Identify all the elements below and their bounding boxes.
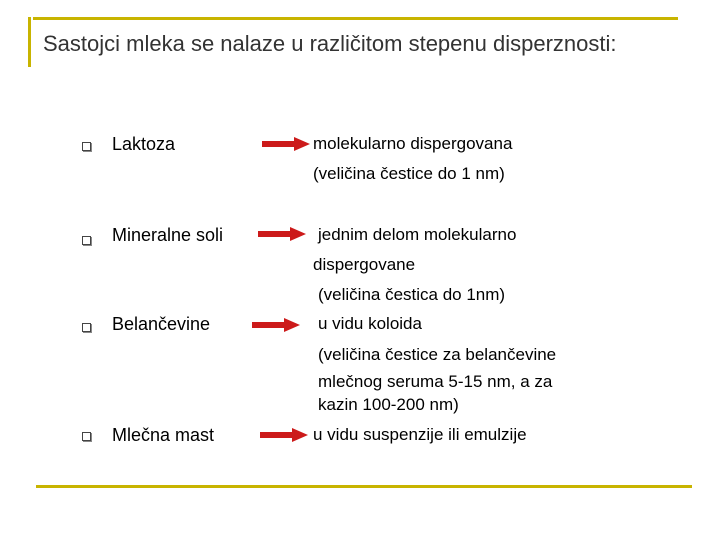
desc-line: (veličina čestice do 1 nm) [313,164,505,183]
item-label-mlecna-mast: Mlečna mast [112,425,215,445]
right-arrow-icon [262,137,310,151]
top-accent-rule [33,17,678,20]
right-arrow-icon [258,227,306,241]
slide-title: Sastojci mleka se nalaze u različitom stepenu disperznosti: [43,31,617,56]
item-label-laktoza: Laktoza [112,134,176,154]
bullet-square-icon [82,323,91,332]
desc-line: (veličina čestica do 1nm) [318,285,506,304]
item-label-mineralne-soli: Mineralne soli [112,225,224,245]
desc-line: dispergovane [313,255,416,274]
desc-line: mlečnog seruma 5-15 nm, a za [318,372,553,391]
desc-line: kazin 100-200 nm) [318,395,459,414]
desc-line: molekularno dispergovana [313,134,513,153]
bottom-accent-rule [36,485,692,488]
right-arrow-icon [252,318,300,332]
desc-line: u vidu koloida [318,314,422,333]
bullet-square-icon [82,236,91,245]
right-arrow-icon [260,428,308,442]
bullet-square-icon [82,432,91,441]
left-accent-rule [28,17,31,67]
desc-line: u vidu suspenzije ili emulzije [313,425,527,444]
desc-line: (veličina čestice za belančevine [318,345,557,364]
desc-line: jednim delom molekularno [318,225,517,244]
bullet-square-icon [82,142,91,151]
item-label-belancevine: Belančevine [112,314,211,334]
